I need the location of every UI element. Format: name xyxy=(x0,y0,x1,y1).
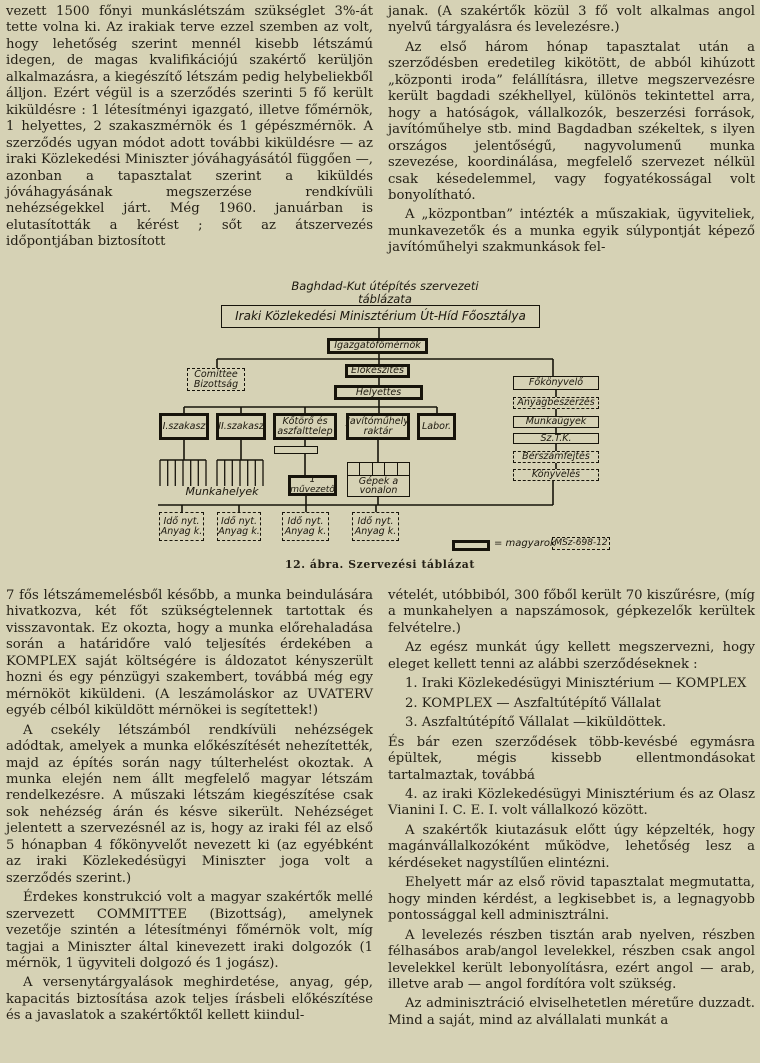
node-labor-affairs: Munkaügyek xyxy=(513,416,599,428)
figure-title-line2: táblázata xyxy=(358,291,412,306)
paragraph: vételét, utóbbiból, 300 főből került 70 kiszűrésre, (míg a munkahelyen a napszámosok, gépkezelők kerültek felvételre.) xyxy=(388,588,755,636)
paragraph: A levelezés részben tisztán arab nyelven, részben félhasábos arab/angol levelekkel, részben csak angol levelekkel került lebonyolításra, ezért angol — arab, illetve arab — angol fordítóra volt szükség. xyxy=(388,927,755,992)
list-item: 4. az iraki Közlekedésügyi Minisztérium és az Olasz Vianini I. C. E. I. volt vállalkozó között. xyxy=(388,786,755,819)
paragraph: A versenytárgyalások meghirdetése, anyag, gép, kapacitás biztosítása azok teljes írásbeli előkészítése és a javaslatok a szakértőktől kellett kiindul- xyxy=(6,975,373,1024)
paragraph: A szakértők kiutazásuk előtt úgy képzelték, hogy magánvállalkozóként működve, lehetőség lesz a kérdéseket nagystílűen elintézni. xyxy=(388,822,755,871)
paragraph: Az adminisztráció elviselhetetlen méretűre duzzadt. Mind a saját, mind az alvállalati munkát a xyxy=(388,996,755,1028)
node-machines-line2: vonalon xyxy=(359,485,398,496)
timesheet-line1: Idő nyt. xyxy=(220,516,258,527)
node-chief-accountant: Főkönyvelő xyxy=(513,376,599,390)
worksites-label: Munkahelyek xyxy=(185,485,259,498)
node-deputy: Helyettes xyxy=(334,385,423,400)
timesheet-line2: Anyag k. xyxy=(218,525,260,537)
top-right-column xyxy=(388,4,755,260)
node-crusher-line1: Kőtörő és xyxy=(282,416,328,427)
timesheet-line1: Idő nyt. xyxy=(357,516,394,527)
paragraph: Érdekes konstrukció volt a magyar szakértők mellé szervezett COMMITTEE (Bizottság), amelynek vezetője szintén a létesítményi főmérnök volt, míg tagjai a Miniszter által kinevezett iraki dolgozók (1 mérnök, 1 ügyviteli dolgozó és 1 jogász). xyxy=(6,890,373,971)
list-item: 1. Iraki Közlekedésügyi Minisztérium — KOMPLEX xyxy=(405,676,747,692)
figure-caption: 12. ábra. Szervezési táblázat xyxy=(284,558,475,571)
timesheet-line1: Idő nyt. xyxy=(163,516,200,527)
node-procurement: Anyagbeszerzés xyxy=(513,397,599,409)
node-timesheet-1 xyxy=(159,512,204,541)
node-payroll: Bérszámfejtés xyxy=(513,451,599,463)
node-timesheet-2 xyxy=(217,512,261,541)
timesheet-line1: Idő nyt. xyxy=(287,516,324,527)
bottom-right-column xyxy=(388,588,755,1032)
node-repair-workshop xyxy=(346,413,410,440)
org-chart-figure xyxy=(0,277,760,559)
node-bookkeeping: Könyvelés xyxy=(513,469,599,481)
node-committee xyxy=(187,368,245,391)
timesheet-line2: Anyag k. xyxy=(160,525,203,537)
paragraph: vezett 1500 főnyi munkáslétszám szükséglet 3%-át tette volna ki. Az irakiak terve ezzel szemben az volt, hogy lehetőség szerint mennél kisebb létszámú idegen, de magas kvalifikációjú szakértő kerüljön alkalmazásra, a kiegészítő létszám pedig helybeliekből álljon. Ezért végül is a szerződés szerinti 5 fő került kiküldésre : 1 létesítményi igazgató, illetve főmérnök, 1 helyettes, 2 szakaszmérnök és 1 gépészmérnök. A szerződés ugyan módot adott további kiküldésre — az iraki Közlekedési Miniszter jóváhagyásától függően —, azonban a tapasztalat szerint a kiküldés jóváhagyásának megszerzése rendkívüli nehézségekkel járt. Még 1960. januárban is elutasították a kérést ; sőt az átszervezés időpontjában biztosított xyxy=(6,4,373,250)
node-crusher-asphalt-plant xyxy=(273,413,337,440)
legend-hungarians-box xyxy=(452,540,490,551)
node-machines-line1: Gépek a xyxy=(358,475,399,487)
node-foreman: 1 művezető xyxy=(288,475,337,496)
node-section2: II.szakasz xyxy=(216,413,266,440)
machine-cells xyxy=(348,463,409,476)
timesheet-line2: Anyag k. xyxy=(354,525,397,537)
timesheet-line2: Anyag k. xyxy=(284,525,327,537)
paragraph: janak. (A szakértők közül 3 fő volt alkalmas angol nyelvű tárgyalásra és levelezésre.) xyxy=(388,4,755,36)
bottom-left-column xyxy=(6,588,373,1028)
node-sztk: Sz.T.K. xyxy=(513,433,599,444)
figure-title xyxy=(225,280,545,305)
node-crusher-line2: aszfalttelep xyxy=(277,425,333,437)
list-item: 3. Aszfaltútépítő Vállalat —kiküldöttek. xyxy=(405,715,667,731)
node-section1: I.szakasz xyxy=(159,413,209,440)
node-chief-engineer: Igazgatófőmérnök xyxy=(327,338,428,354)
node-workshop-line1: Javítóműhely xyxy=(347,416,409,427)
node-workshop-line2: raktár xyxy=(363,425,393,437)
node-ministry: Iraki Közlekedési Minisztérium Út-Híd Főosztálya xyxy=(221,305,540,328)
paragraph: Az egész munkát úgy kellett megszervezni, hogy eleget kellett tenni az alábbi szerződéseknek : xyxy=(388,640,755,672)
node-committee-line2: Bizottság xyxy=(193,378,239,390)
node-preparation: Előkészítés xyxy=(345,364,410,378)
legend-hungarians-label: = magyarok xyxy=(494,538,556,549)
node-timesheet-4 xyxy=(352,512,399,541)
top-left-column xyxy=(6,4,373,254)
paragraph: Ehelyett már az első rövid tapasztalat megmutatta, hogy minden kérdést, a legkisebbet is, a legnagyobb pontossággal kell adminisztrálni. xyxy=(388,875,755,924)
paragraph: A „központban” intézték a műszakiak, ügyviteliek, munkavezetők és a munka egyik súlypontját képező javítóműhelyi szakmunkások fel- xyxy=(388,207,755,256)
figure-title-line1: Baghdad-Kut útépítés szervezeti xyxy=(291,279,479,293)
node-lab: Labor. xyxy=(417,413,456,440)
paragraph: És bár ezen szerződések több-kevésbé egymásra épültek, mégis kissebb ellentmondásokat tartalmaztak, továbbá xyxy=(388,734,755,783)
legend-reference-number: MSz-698-12 xyxy=(552,537,610,550)
node-timesheet-3 xyxy=(282,512,329,541)
list-item: 2. KOMPLEX — Aszfaltútépítő Vállalat xyxy=(405,695,661,711)
node-small-unlabeled-box xyxy=(274,446,318,454)
paragraph: A csekély létszámból rendkívüli nehézségek adódtak, amelyek a munka előkészítését nehezítették, majd az építés során nagy túlterhelést okoztak. A munka elején nem állt megfelelő magyar létszám rendelkezésre. A műszaki létszám kiegészítése csak sok nehézség árán és késve sikerült. Nehézséget jelentett a szervezésnél az is, hogy az iraki fél az első 5 hónapban 4 főkönyvelőt nevezett ki (az egyébként az iraki Közlekedésügyi Miniszter joga volt a szerződés szerint.) xyxy=(6,722,373,886)
paragraph: 7 fős létszámemelésből később, a munka beindulására hivatkozva, két főt szükségtelennek tartottak és visszavontak. Ez okozta, hogy a munka előrehaladása során a határidőre való teljesítés érdekében a KOMPLEX saját költségére is áldozatot kényszerült hozni és egy pénzügyi szakembert, továbbá még egy mérnököt kiküldeni. (A leszámoláskor az UVATERV egyéb célból kiküldött mérnökei is segítettek!) xyxy=(6,588,373,719)
paragraph: Az első három hónap tapasztalat után a szerződésben eredetileg kikötött, de abból kihúzott „központi iroda” felállításra, illetve megszervezésre került bagdadi székhellyel, különös tekintettel arra, hogy a hatóságok, vállalkozók, beszerzési források, javítóműhelye stb. mind Bagdadban székeltek, s ilyen országos jelentőségű, nagyvolumenű munka szevezése, koordinálása, megfelelő szervezet nélkül csak késedelemmel, vagy fogyatékosságal volt bonyolítható. xyxy=(388,39,755,203)
node-machines-on-line xyxy=(347,462,410,497)
node-committee-line1: Comittee xyxy=(194,369,238,380)
